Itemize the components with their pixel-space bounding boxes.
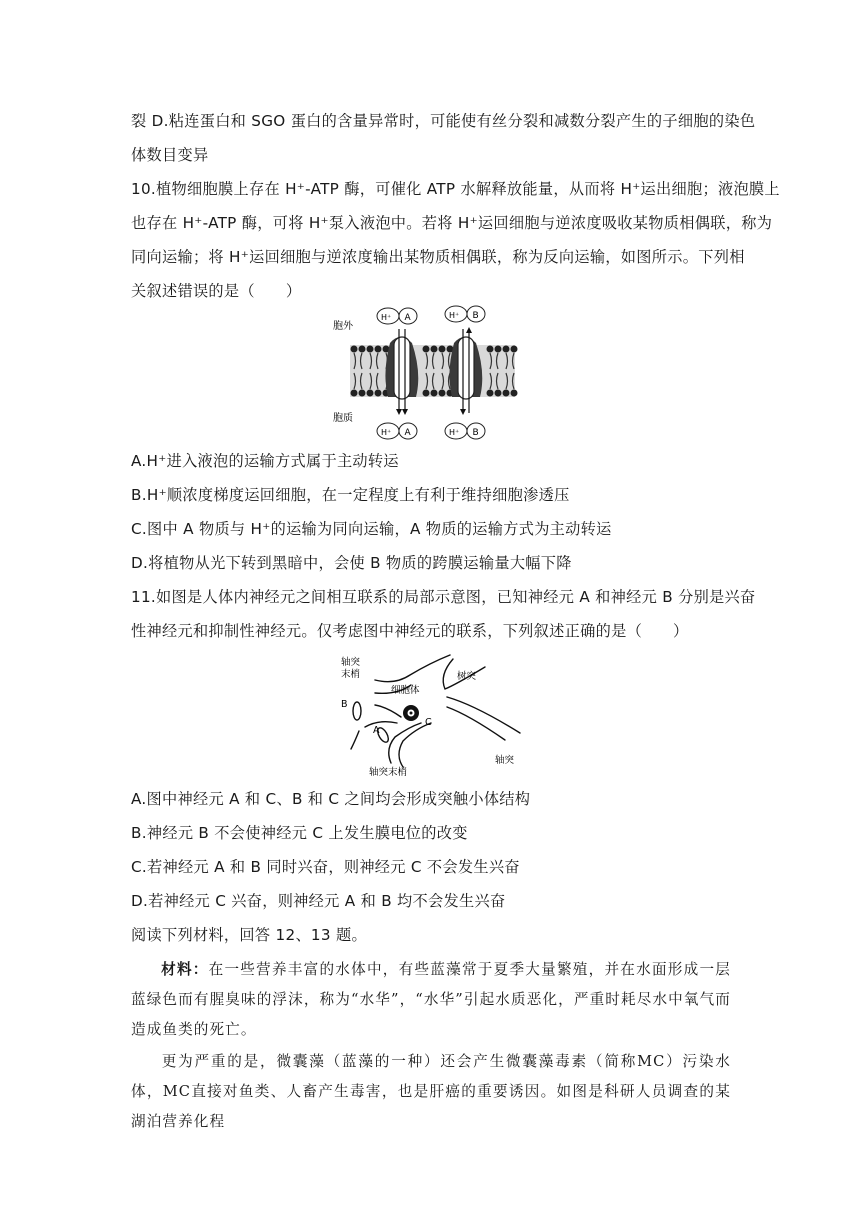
substance-b-bottom: B	[472, 428, 479, 438]
reading-intro: 阅读下列材料，回答 12、13 题。	[131, 926, 367, 944]
substance-b-top: B	[472, 311, 479, 321]
cell-body-label: 细胞体	[391, 685, 420, 696]
h-ion-bottom-left: H⁺	[381, 428, 392, 437]
q10-stem-line3: 同向运输；将 H⁺运回细胞与逆浓度输出某物质相偶联，称为反向运输，如图所示。下列相	[131, 248, 745, 266]
axon-terminal-top-label-line2: 末梢	[341, 669, 361, 680]
lipid-bilayer	[350, 345, 518, 397]
q10-option-d: D.将植物从光下转到黑暗中，会使 B 物质的跨膜运输量大幅下降	[131, 554, 572, 572]
h-ion-top-right: H⁺	[449, 311, 460, 320]
material-paragraph-2-text: 更为严重的是，微囊藻（蓝藻的一种）还会产生微囊藻毒素（简称MC）污染水体，MC直接对鱼类、人畜产生毒害，也是肝癌的重要诱因。如图是科研人员调查的某湖泊营养化程	[131, 1053, 731, 1130]
antiporter-protein	[449, 327, 482, 415]
material-paragraph-1	[131, 955, 731, 1045]
q10-option-c: C.图中 A 物质与 H⁺的运输为同向运输，A 物质的运输方式为主动转运	[131, 520, 612, 538]
membrane-transport-figure	[330, 303, 530, 443]
h-ion-top-left: H⁺	[381, 313, 392, 322]
extracellular-label: 胞外	[333, 321, 353, 332]
substance-a-top: A	[404, 313, 411, 323]
q11-stem-line1: 11.如图是人体内神经元之间相互联系的局部示意图，已知神经元 A 和神经元 B 分别是兴奋	[131, 588, 756, 606]
material-label: 材料：	[161, 961, 209, 978]
q11-option-d: D.若神经元 C 兴奋，则神经元 A 和 B 均不会发生兴奋	[131, 892, 506, 910]
symporter-protein	[385, 329, 418, 415]
q10-stem-line2: 也存在 H⁺-ATP 酶，可将 H⁺泵入液泡中。若将 H⁺运回细胞与逆浓度吸收某物质相偶联，称为	[131, 214, 773, 232]
q10-option-b: B.H⁺顺浓度梯度运回细胞，在一定程度上有利于维持细胞渗透压	[131, 486, 570, 504]
q11-option-c: C.若神经元 A 和 B 同时兴奋，则神经元 C 不会发生兴奋	[131, 858, 520, 876]
substance-a-bottom: A	[404, 428, 411, 438]
q9-option-d-line2: 体数目变异	[131, 146, 209, 164]
q10-stem-line1: 10.植物细胞膜上存在 H⁺-ATP 酶，可催化 ATP 水解释放能量，从而将 H⁺运出细胞；液泡膜上	[131, 180, 780, 198]
neuron-a-label: A	[373, 725, 380, 736]
neuron-b-label: B	[341, 699, 348, 710]
dendrite-label: 树突	[457, 671, 477, 682]
neuron-connection-figure	[335, 645, 530, 780]
q9-option-d-line1: 裂 D.粘连蛋白和 SGO 蛋白的含量异常时，可能使有丝分裂和减数分裂产生的子细胞的染色	[131, 112, 756, 130]
q11-stem-line2: 性神经元和抑制性神经元。仅考虑图中神经元的联系，下列叙述正确的是（ ）	[131, 622, 689, 640]
q11-option-a: A.图中神经元 A 和 C、B 和 C 之间均会形成突触小体结构	[131, 790, 531, 808]
q10-stem-line4: 关叙述错误的是（ ）	[131, 282, 302, 300]
h-ion-bottom-right: H⁺	[449, 428, 460, 437]
q11-option-b: B.神经元 B 不会使神经元 C 上发生膜电位的改变	[131, 824, 468, 842]
material-paragraph-1-text: 在一些营养丰富的水体中，有些蓝藻常于夏季大量繁殖，并在水面形成一层蓝绿色而有腥臭味的浮沫，称为“水华”，“水华”引起水质恶化，严重时耗尽水中氧气而造成鱼类的死亡。	[131, 961, 731, 1038]
axon-terminal-bottom-label: 轴突末梢	[369, 767, 408, 778]
q10-option-a: A.H⁺进入液泡的运输方式属于主动转运	[131, 452, 399, 470]
axon-label: 轴突	[495, 755, 515, 766]
cytoplasm-label: 胞质	[333, 413, 353, 424]
neuron-c-label: C	[425, 717, 432, 728]
axon-terminal-top-label: 轴突	[341, 657, 361, 668]
material-paragraph-2	[131, 1047, 731, 1137]
